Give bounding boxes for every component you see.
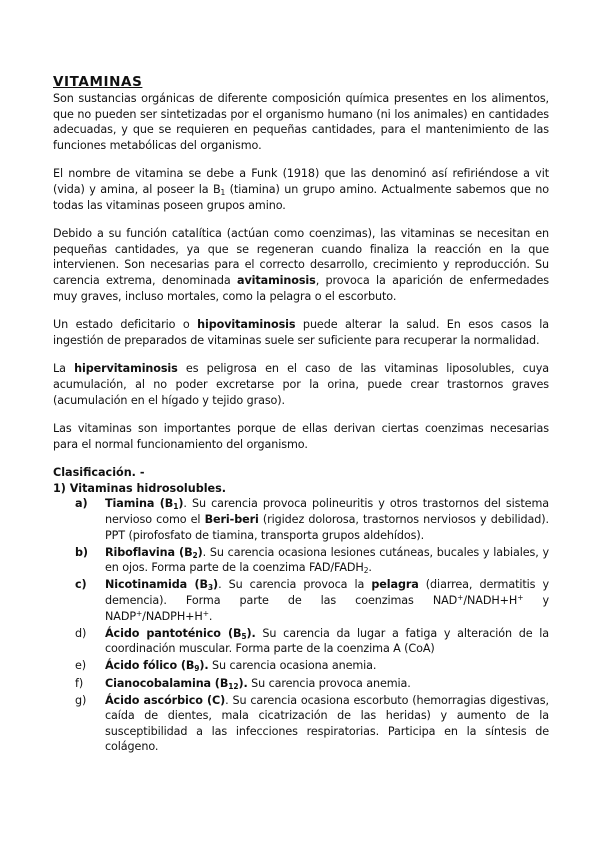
document-page — [53, 74, 549, 756]
subscript: 1 — [173, 502, 179, 512]
text-run: . Su carencia provoca polineuritis y otros trastornos del sistema nervioso como el — [105, 497, 549, 527]
text-run: ) — [213, 578, 219, 592]
superscript: + — [135, 608, 143, 618]
group-heading-hidrosolubles: 1) Vitaminas hidrosolubles. — [53, 481, 227, 495]
list-marker: g) — [75, 693, 87, 707]
bold-term-hipovitaminosis: hipovitaminosis — [197, 318, 296, 332]
bold-term-hipervitaminosis: hipervitaminosis — [74, 362, 178, 376]
text-run: Tiamina (B — [105, 497, 174, 511]
intro-paragraph: Son sustancias orgánicas de diferente composición química presentes en los alimentos, que no pueden ser sintetizadas por el organismo humano (ni los animales) en cantidades adecuadas, y que se requieren en pequeñas cantidades, para el mantenimiento de las funciones metabólicas del organismo. — [53, 92, 549, 152]
superscript: + — [517, 593, 524, 603]
text-run: La — [53, 362, 75, 376]
list-item — [53, 577, 549, 624]
text-run: ). — [199, 659, 209, 673]
text-run: Ácido pantoténico (B — [105, 626, 242, 640]
list-marker: c) — [75, 578, 87, 592]
vitamin-name — [105, 578, 218, 591]
text-run: Nicotinamida (B — [105, 578, 208, 592]
list-marker: f) — [75, 676, 84, 690]
bold-term-avitaminosis: avitaminosis — [237, 273, 316, 287]
superscript: + — [457, 593, 464, 603]
subscript: 3 — [207, 583, 214, 593]
text-run: puede alterar la salud. En esos casos la ingestión de preparados de vitaminas suele ser suficiente para recuperar la normalidad. — [53, 318, 549, 347]
text-run: . Su carencia ocasiona escorbuto (hemorragias digestivas, caída de dientes, mala cicatrización de las heridas) y aumento de la susceptibilidad a las infecciones respiratorias. Participa en la síntesis de colágeno. — [105, 693, 549, 754]
classification-heading: Clasificación. - — [53, 466, 145, 480]
paragraph-catalytic-function — [53, 226, 549, 304]
text-run: /NADH+H — [463, 594, 518, 608]
text-run: Cianocobalamina (B — [105, 676, 229, 690]
list-marker: e) — [75, 659, 87, 673]
text-run: /NADPH+H — [142, 609, 203, 623]
vitamin-name — [105, 627, 256, 640]
text-run: ). — [238, 676, 248, 690]
text-run: Su carencia da lugar a fatiga y alteración de la coordinación muscular. Forma parte de la coenzima A (CoA) — [105, 626, 549, 656]
paragraph-hypervitaminosis — [53, 361, 549, 408]
bold-term: Beri-beri — [204, 513, 259, 527]
text-run: Un estado deficitario o — [53, 318, 198, 332]
subscript: 5 — [241, 631, 247, 641]
text-run: (rigidez dolorosa, trastornos nerviosos y debilidad). PPT (pirofosfato de tiamina, transporta grupos aldehídos). — [105, 513, 549, 542]
page-title: VITAMINAS — [53, 74, 143, 90]
classification-section — [53, 465, 549, 755]
text-run: Riboflavina (B — [105, 545, 193, 559]
text-run: Debido a su función catalítica (actúan como coenzimas), las vitaminas se necesitan en pequeñas cantidades, ya que se regeneran cuando finaliza la reacción en la que intervienen. Son necesarias para el correcto desarrollo, crecimiento y reproducción. Su carencia extrema, denominada — [53, 227, 549, 287]
list-item — [53, 545, 549, 576]
vitamin-name — [105, 677, 248, 690]
list-item — [53, 496, 549, 543]
text-run: Su carencia ocasiona anemia. — [208, 659, 377, 673]
text-run: El nombre de vitamina se debe a Funk (1918) que las denominó así refiriéndose a vit (vida) y amina, al poseer la B — [53, 167, 549, 196]
paragraph-importance: Las vitaminas son importantes porque de ellas derivan ciertas coenzimas necesarias para el normal funcionamiento del organismo. — [53, 422, 549, 451]
text-run: (diarrea, dermatitis y demencia). Forma parte de las coenzimas NAD — [105, 578, 549, 608]
text-run: Su carencia provoca anemia. — [247, 676, 411, 690]
text-run: . — [368, 561, 372, 575]
text-run: . — [208, 609, 213, 623]
text-run: ). — [246, 626, 256, 640]
list-item — [53, 626, 549, 657]
vitamin-name — [105, 546, 203, 559]
subscript: 2 — [192, 550, 198, 560]
text-run: . Su carencia ocasiona lesiones cutáneas, bucales y labiales, y en ojos. Forma parte de la coenzima FAD/FADH — [105, 545, 549, 575]
list-marker: a) — [75, 497, 88, 511]
vitamin-name: Ácido ascórbico (C) — [105, 693, 226, 707]
paragraph-hypovitaminosis — [53, 317, 549, 348]
text-run: es peligrosa en el caso de las vitaminas liposolubles, cuya acumulación, al no poder excretarse por la orina, puede crear trastornos graves (acumulación en el hígado y tejido graso). — [53, 362, 549, 407]
text-run: ) — [178, 497, 184, 511]
text-run: ) — [197, 545, 203, 559]
text-run: Ácido fólico (B — [105, 659, 195, 673]
text-run: y NADP — [105, 594, 549, 623]
bold-term: pelagra — [371, 578, 419, 592]
vitamin-name — [105, 497, 183, 510]
vitamin-list — [53, 496, 549, 755]
list-item — [53, 693, 549, 755]
paragraph-name-origin — [53, 166, 549, 213]
subscript: 1 — [220, 187, 226, 197]
list-item — [53, 658, 549, 674]
text-run: , provoca la aparición de enfermedades muy graves, incluso mortales, como la pelagra o el escorbuto. — [53, 273, 549, 303]
list-marker: d) — [75, 626, 87, 640]
subscript: 2 — [363, 566, 369, 576]
vitamin-name — [105, 659, 209, 672]
list-item — [53, 676, 549, 692]
subscript: 9 — [194, 664, 200, 674]
superscript: + — [202, 608, 209, 618]
text-run: (tiamina) un grupo amino. Actualmente sabemos que no todas las vitaminas poseen grupos amino. — [53, 182, 549, 212]
text-run: . Su carencia provoca la — [218, 578, 372, 592]
list-marker: b) — [75, 545, 88, 559]
subscript: 12 — [228, 681, 239, 691]
